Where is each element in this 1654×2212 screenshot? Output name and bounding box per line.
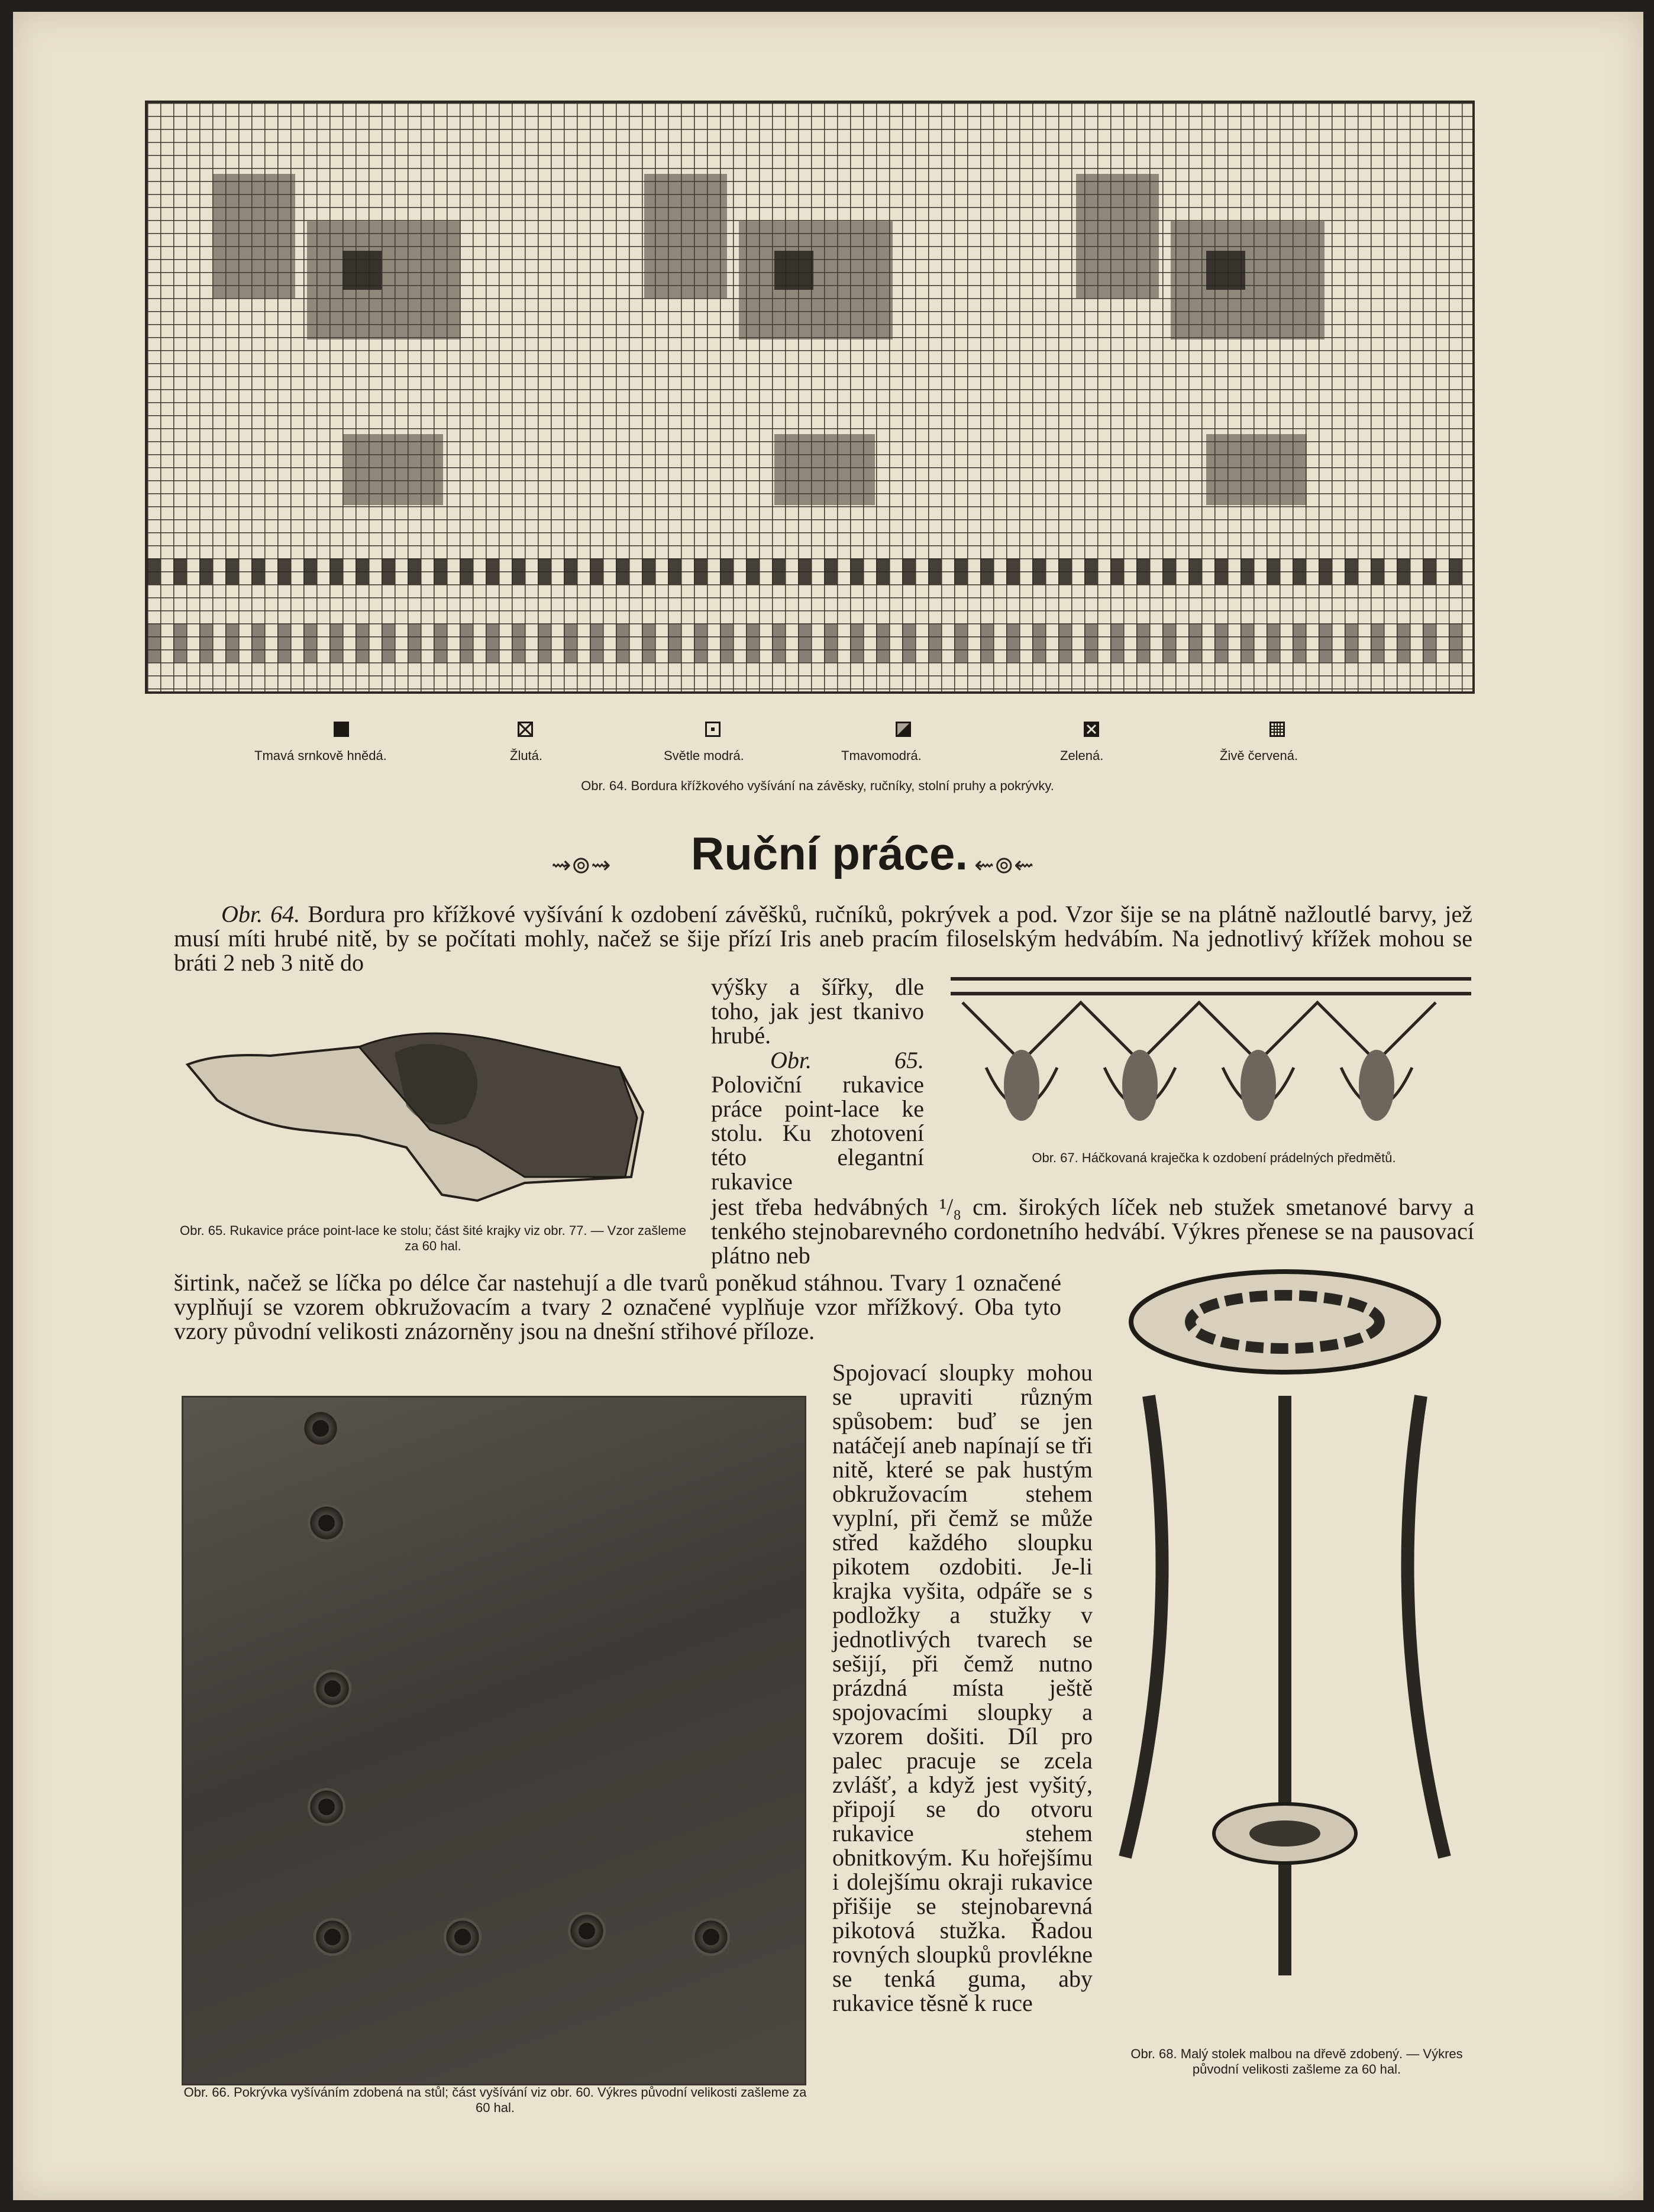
figure-caption: Obr. 65. Rukavice práce point-lace ke stolu; část šité krajky viz obr. 77. — Vzor zašleme za 60 hal. [180, 1223, 686, 1253]
paragraph [711, 1048, 924, 1194]
paragraph: jest třeba hedvábných ¹/₈ cm. širokých líček neb stužek smetanové barvy a tenkého stejnobarevného cordonetního hedvábí. Výkres přenese se na pausovací plátno neb [711, 1194, 1474, 1269]
rose-center [774, 251, 813, 290]
paragraph: Spojovací sloupky mohou se upraviti různým spůsobem: buď se jen natáčejí aneb napínají se tři nitě, které se pak hustým obkružovacím stehem vyplní, při čemž se může střed každého sloupku pikotem ozdobiti. Je-li krajka vyšita, odpáře se s podložky a stužky v jednotlivých tvarech se sešijí, při čemž nutno prázdná místa ještě spojovacími sloupky a vzorem došiti. Díl pro palec pracuje se zcela zvlášť, a když jest vyšitý, připojí se do otvoru rukavice stehem obnitkovým. Ku hořejšímu i dolejšímu okraji rukavice přišije se stejnobarevná pikotová stužka. Řadou rovných sloupků provlékne se tenká guma, aby rukavice těsně k ruce [832, 1359, 1093, 2016]
legend-label: Tmavomodrá. [841, 748, 922, 763]
legend-label: Živě červená. [1220, 748, 1298, 763]
ornament-left-icon: ⇝⊚⇝ [551, 852, 611, 879]
rose-center [1206, 251, 1245, 290]
paragraph [174, 902, 1472, 975]
flower-motif [314, 1918, 351, 1956]
tulip-motif [1076, 174, 1159, 298]
crochet-lace-illustration [951, 967, 1471, 1139]
tulip-motif [212, 174, 295, 298]
border-band [147, 558, 1472, 584]
crossed-square-icon [518, 722, 533, 737]
rose-motif [307, 221, 461, 339]
flower-motif [314, 1670, 351, 1707]
cross-stitch-pattern [145, 101, 1475, 694]
flower-motif [444, 1918, 482, 1956]
dotted-square-icon [705, 722, 721, 737]
rose-motif [739, 221, 893, 339]
x-square-icon [1084, 722, 1099, 737]
legend-label: Žlutá. [510, 748, 543, 763]
figure-caption: Obr. 64. Bordura křížkového vyšívání na závěsky, ručníky, stolní pruhy a pokrývky. [581, 778, 1054, 793]
paragraph: širtink, načež se líčka po délce čar nastehují a dle tvarů poněkud stáhnou. Tvary 1 označené vyplňují se vzorem obkružovacím a tvary 2 označené vyplňuje vzor mřížkový. Oba tyto vzory původní velikosti znázorněny jsou na dnešní střihové příloze. [174, 1269, 1061, 1344]
paragraph-text: Poloviční rukavice práce point-lace ke stolu. Ku zhotovení této elegantní rukavice [711, 1071, 924, 1195]
ornament-right-icon: ⇜⊚⇜ [974, 852, 1034, 879]
flower-motif [308, 1788, 345, 1826]
figure-reference: Obr. 64. [221, 901, 301, 927]
border-band [147, 623, 1472, 662]
leaf-motif [1206, 434, 1307, 505]
diagonal-square-icon [896, 722, 911, 737]
painted-stool-illustration [1107, 1266, 1474, 2035]
rose-motif [1171, 221, 1325, 339]
paragraph-text: Bordura pro křížkové vyšívání k ozdobení závěšků, ručníků, pokrývek a pod. Vzor šije se na plátně nažloutlé barvy, jež musí míti hrubé nitě, by se počítati mohly, načež se šije přízí Iris aneb pracím filoselským hedvábím. Na jednotlivý křížek mohou se bráti 2 neb 3 nitě do [174, 901, 1472, 976]
lace-glove-illustration [182, 1000, 702, 1212]
flower-motif [692, 1918, 730, 1956]
flower-motif [302, 1409, 340, 1447]
legend-label: Tmavá srnkově hnědá. [254, 748, 387, 763]
paragraph: výšky a šířky, dle toho, jak jest tkanivo hrubé. [711, 974, 924, 1049]
figure-caption: Obr. 68. Malý stolek malbou na dřevě zdobený. — Výkres původní velikosti zašleme za 60 hal. [1130, 2046, 1463, 2077]
leaf-motif [343, 434, 443, 505]
section-heading: Ruční práce. [690, 827, 968, 879]
tulip-motif [644, 174, 727, 298]
hatched-square-icon [1269, 722, 1285, 737]
figure-caption: Obr. 67. Háčkovaná kraječka k ozdobení prádelných předmětů. [1032, 1150, 1396, 1165]
rose-center [343, 251, 382, 290]
legend-label: Světle modrá. [664, 748, 744, 763]
embroidered-tablecloth-photo [182, 1396, 806, 2085]
flower-motif [568, 1912, 606, 1950]
legend-label: Zelená. [1060, 748, 1104, 763]
figure-caption: Obr. 66. Pokrývka vyšíváním zdobená na stůl; část vyšívání viz obr. 60. Výkres původní velikosti zašleme za 60 hal. [183, 2085, 807, 2115]
figure-reference: Obr. 65. [770, 1047, 924, 1073]
flower-motif [308, 1504, 345, 1542]
leaf-motif [774, 434, 875, 505]
filled-square-icon [334, 722, 349, 737]
magazine-page [13, 12, 1643, 2200]
